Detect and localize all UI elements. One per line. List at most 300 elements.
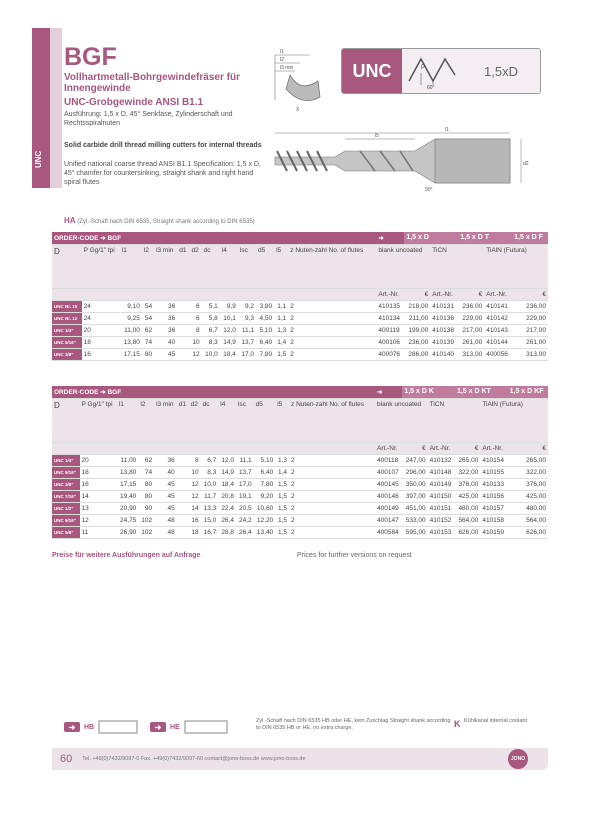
cell-lsc: 9,2 (238, 300, 256, 312)
article-number: 400076 (376, 348, 404, 360)
cell-l1: 26,90 (117, 526, 139, 538)
article-number: 400106 (376, 336, 404, 348)
page-number: 60 (60, 753, 73, 765)
cell-l3: 36 (154, 324, 177, 336)
arrow-right-icon: ➜ (375, 386, 402, 398)
art-nr-header: Art.-Nr. (484, 288, 512, 300)
group-header: 1,5 x D F (512, 232, 548, 244)
article-number: 410153 (428, 526, 455, 538)
col-header: l5 (274, 244, 288, 288)
cell-l1: 20,90 (117, 502, 139, 514)
cell-d5: 6,40 (256, 336, 274, 348)
cell-z: 2 (289, 502, 371, 514)
cell-d1 (177, 526, 189, 538)
cell-d2: 6 (189, 312, 201, 324)
price: 564,00 (508, 514, 548, 526)
price: 199,00 (404, 324, 430, 336)
shank-he-icon (184, 720, 228, 734)
article-number: 410142 (484, 312, 512, 324)
row-label: UNC 1/4" (52, 324, 82, 336)
price: 236,00 (512, 300, 548, 312)
price: 265,00 (508, 454, 548, 466)
row-label: UNC 7/16" (52, 490, 80, 502)
cell-d2: 12 (189, 348, 201, 360)
col-header: l4 (218, 398, 236, 442)
price: 247,00 (402, 454, 427, 466)
article-number: 410151 (428, 502, 455, 514)
cell-d5: 4,50 (256, 312, 274, 324)
tool-drawing (265, 125, 555, 205)
cell-l2: 62 (142, 324, 154, 336)
arrow-right-icon: ➜ (150, 722, 166, 732)
col-header: lsc (238, 244, 256, 288)
article-number: 410135 (376, 300, 404, 312)
cell-d5: 7,80 (254, 478, 276, 490)
row-label: UNC 5/8" (52, 526, 80, 538)
cell-d5: 5,10 (254, 454, 276, 466)
arrow-right-icon: ➜ (64, 722, 80, 732)
cell-l4: 10,1 (220, 312, 238, 324)
cell-p: 20 (82, 324, 120, 336)
cell-dc: 8,3 (202, 336, 220, 348)
table-row (52, 324, 548, 336)
row-label: UNC 1/4" (52, 454, 80, 466)
cell-lsc: 24,2 (236, 514, 254, 526)
col-header: D (52, 398, 80, 442)
col-header: l3 min (154, 398, 177, 442)
article-number: 410154 (480, 454, 507, 466)
shank-note: Zyl.-Schaft nach DIN 6535 HB oder HE, kein Zuschlag Straight shank according to DIN 6535 HB or HE, no extra charge. (256, 718, 451, 731)
cell-l3: 45 (154, 478, 177, 490)
cell-l4: 18,4 (220, 348, 238, 360)
cell-l3: 45 (154, 490, 177, 502)
group-header: 1,5 x D K (402, 386, 455, 398)
row-label: UNC Nr. 10 (52, 300, 82, 312)
table-row (52, 336, 548, 348)
cell-d5: 10,60 (254, 502, 276, 514)
cell-d5: 5,10 (256, 324, 274, 336)
cell-l5: 1,1 (274, 300, 288, 312)
cell-l5: 1,4 (274, 336, 288, 348)
cell-l5: 1,3 (274, 324, 288, 336)
thread-angle-label: 60° (427, 85, 435, 91)
diag-l2-label: l2 (280, 57, 284, 63)
subhead-spacer (52, 288, 376, 300)
subtitle-de-thread: UNC-Grobgewinde ANSI B1.1 (64, 97, 204, 108)
col-header: d1 (177, 244, 189, 288)
cell-z: 2 (289, 454, 371, 466)
article-number: 410134 (376, 312, 404, 324)
currency-header: € (455, 442, 480, 454)
cell-l3: 40 (154, 336, 177, 348)
cell-d1 (177, 348, 189, 360)
svg-text:P: P (421, 65, 426, 71)
price: 229,00 (458, 312, 484, 324)
cell-l5: 1,5 (275, 526, 289, 538)
cell-p: 16 (80, 478, 117, 490)
coolant-note (454, 718, 544, 729)
price: 265,00 (455, 454, 480, 466)
shank-hb (64, 720, 138, 734)
price: 296,00 (402, 466, 427, 478)
coating-header: TiAlN (Futura) (484, 244, 548, 288)
price: 425,00 (508, 490, 548, 502)
group-header: 1,5 x D KT (455, 386, 508, 398)
arrow-right-icon: ➜ (376, 232, 404, 244)
cell-z: 2 (289, 478, 371, 490)
article-number: 410152 (428, 514, 455, 526)
cell-d5: 13,40 (254, 526, 276, 538)
cell-l4: 14,9 (218, 466, 236, 478)
diag-l3-label: l3 min (280, 65, 294, 71)
thread-type-label: UNC (342, 49, 402, 93)
col-header: l5 (275, 398, 289, 442)
price: 313,00 (458, 348, 484, 360)
col-header: l3 min (154, 244, 177, 288)
cell-l2: 74 (142, 336, 154, 348)
cell-l1: 19,40 (117, 490, 139, 502)
title-en: Solid carbide drill thread milling cutters for internal threads (64, 142, 262, 149)
cell-l2: 102 (138, 526, 154, 538)
cell-l3: 45 (154, 348, 177, 360)
cell-d1 (177, 454, 189, 466)
price: 217,00 (512, 324, 548, 336)
standard-line (64, 216, 255, 225)
cell-z: 2 (289, 466, 371, 478)
cell-l3: 45 (154, 502, 177, 514)
cell-l1: 13,80 (120, 336, 142, 348)
cell-p: 11 (80, 526, 117, 538)
price: 322,00 (455, 466, 480, 478)
price: 451,00 (402, 502, 427, 514)
cell-l2: 74 (138, 466, 154, 478)
cell-l4: 28,8 (218, 526, 236, 538)
cell-lsc: 9,3 (238, 312, 256, 324)
price: 261,00 (458, 336, 484, 348)
cell-l4: 14,9 (220, 336, 238, 348)
article-number: 410158 (480, 514, 507, 526)
cell-d2: 12 (189, 490, 201, 502)
coating-header: TiAlN (Futura) (480, 398, 548, 442)
cell-d2: 16 (189, 514, 201, 526)
price: 480,00 (455, 502, 480, 514)
cell-l5: 1,5 (275, 478, 289, 490)
currency-header: € (402, 442, 427, 454)
col-header: d2 (189, 244, 201, 288)
cell-l3: 48 (154, 514, 177, 526)
cell-lsc: 17,0 (238, 348, 256, 360)
article-number: 410141 (484, 300, 512, 312)
article-number: 400056 (484, 348, 512, 360)
thread-profile-diagram (270, 45, 330, 120)
side-tab (32, 28, 50, 188)
cell-d2: 6 (189, 300, 201, 312)
side-tab-label: UNC (34, 150, 43, 168)
coating-header: blank uncoated (375, 398, 428, 442)
cell-d1 (177, 490, 189, 502)
group-header: 1,5 x D KF (508, 386, 548, 398)
col-header: lsc (236, 398, 254, 442)
cell-lsc: 11,1 (238, 324, 256, 336)
article-number: 400584 (375, 526, 402, 538)
cell-l3: 36 (154, 300, 177, 312)
diag-x-label: X (296, 107, 300, 113)
article-number: 410136 (430, 312, 458, 324)
cell-p: 12 (80, 514, 117, 526)
cell-lsc: 19,1 (236, 490, 254, 502)
cell-l4: 20,8 (218, 490, 236, 502)
cell-l5: 1,5 (275, 514, 289, 526)
article-number: 410139 (430, 336, 458, 348)
product-table-1 (52, 232, 548, 361)
table-row (52, 454, 548, 466)
cell-p: 18 (80, 466, 117, 478)
cell-l1: 11,00 (117, 454, 139, 466)
subtitle-de: Vollhartmetall-Bohrgewindefräser für Innengewinde (64, 72, 240, 94)
cell-lsc: 26,4 (236, 526, 254, 538)
cell-d2: 12 (189, 478, 201, 490)
cell-z: 2 (288, 336, 372, 348)
col-header: d5 (256, 244, 274, 288)
cell-l3: 36 (154, 454, 177, 466)
table-row (52, 466, 548, 478)
table-row (52, 526, 548, 538)
cell-d5: 3,80 (256, 300, 274, 312)
cell-z: 2 (288, 348, 372, 360)
table-row (52, 312, 548, 324)
thread-type-box (341, 48, 541, 94)
cell-lsc: 13,7 (238, 336, 256, 348)
cell-d1 (177, 514, 189, 526)
cell-l5: 1,1 (274, 312, 288, 324)
currency-header: € (512, 288, 548, 300)
article-number: 410155 (480, 466, 507, 478)
coating-header: TiCN (428, 398, 481, 442)
thread-profile-icon (402, 49, 462, 93)
col-header: z Nuten-zahl No. of flutes (288, 244, 372, 288)
row-label: UNC 3/8" (52, 348, 82, 360)
cell-z: 2 (288, 300, 372, 312)
col-header: dc (202, 244, 220, 288)
article-number: 400107 (375, 466, 402, 478)
company-logo: JONO (508, 749, 528, 769)
art-nr-header: Art.-Nr. (480, 442, 507, 454)
cell-z: 2 (288, 324, 372, 336)
cell-p: 13 (80, 502, 117, 514)
table-row (52, 478, 548, 490)
price: 313,00 (512, 348, 548, 360)
col-header: D (52, 244, 82, 288)
subhead-spacer (52, 442, 375, 454)
col-header: dc (201, 398, 219, 442)
table-row (52, 490, 548, 502)
cell-l1: 17,15 (120, 348, 142, 360)
cell-dc: 13,3 (201, 502, 219, 514)
row-label: UNC 9/16" (52, 514, 80, 526)
cell-d1 (177, 466, 189, 478)
price: 236,00 (404, 336, 430, 348)
footer-note-de: Preise für weitere Ausführungen auf Anfrage (52, 552, 201, 559)
cell-dc: 8,3 (201, 466, 219, 478)
cell-d2: 14 (189, 502, 201, 514)
coolant-k: K (454, 719, 461, 729)
cell-l2: 80 (142, 348, 154, 360)
cell-dc: 10,0 (201, 478, 219, 490)
cell-l3: 40 (154, 466, 177, 478)
cell-d5: 12,20 (254, 514, 276, 526)
cell-dc: 15,0 (201, 514, 219, 526)
price: 217,00 (458, 324, 484, 336)
currency-header: € (458, 288, 484, 300)
col-header: P Gg/1" tpi (82, 244, 120, 288)
col-header: z Nuten-zahl No. of flutes (289, 398, 371, 442)
group-header: 1,5 x D (404, 232, 458, 244)
cell-z: 2 (289, 526, 371, 538)
col-header: l2 (138, 398, 154, 442)
table-row (52, 502, 548, 514)
cell-z: 2 (289, 514, 371, 526)
tool-l1-label: l1 (445, 127, 449, 133)
article-number: 400146 (375, 490, 402, 502)
price: 286,00 (404, 348, 430, 360)
article-number: 400147 (375, 514, 402, 526)
shank-hb-icon (98, 720, 138, 734)
cell-d2: 18 (189, 526, 201, 538)
article-number: 410157 (480, 502, 507, 514)
shank-he (150, 720, 228, 734)
cell-d2: 10 (189, 336, 201, 348)
row-label: UNC 5/16" (52, 466, 80, 478)
article-number: 410138 (430, 324, 458, 336)
cell-l1: 11,00 (120, 324, 142, 336)
price: 350,00 (402, 478, 427, 490)
cell-d2: 8 (189, 454, 201, 466)
currency-header: € (508, 442, 548, 454)
article-number: 410133 (480, 478, 507, 490)
cell-lsc: 13,7 (236, 466, 254, 478)
price: 322,00 (508, 466, 548, 478)
price: 236,00 (458, 300, 484, 312)
cell-l4: 9,9 (220, 300, 238, 312)
tool-angle-label: 90° (425, 187, 433, 193)
cell-dc: 16,7 (201, 526, 219, 538)
cell-d1 (177, 502, 189, 514)
price: 626,00 (508, 526, 548, 538)
col-header: d5 (254, 398, 276, 442)
page-title: BGF (64, 43, 117, 71)
cell-z: 2 (289, 490, 371, 502)
price: 218,00 (404, 300, 430, 312)
art-nr-header: Art.-Nr. (428, 442, 455, 454)
article-number: 410144 (484, 336, 512, 348)
price: 211,00 (404, 312, 430, 324)
cell-lsc: 11,1 (236, 454, 254, 466)
cell-l3: 36 (154, 312, 177, 324)
cell-dc: 6,7 (202, 324, 220, 336)
price: 376,00 (455, 478, 480, 490)
row-label: UNC Nr. 12 (52, 312, 82, 324)
article-number: 410143 (484, 324, 512, 336)
cell-l2: 62 (138, 454, 154, 466)
cell-l2: 102 (138, 514, 154, 526)
cell-lsc: 17,0 (236, 478, 254, 490)
cell-d1 (177, 478, 189, 490)
article-number: 410131 (430, 300, 458, 312)
cell-d2: 8 (189, 324, 201, 336)
order-code-bar: ORDER-CODE ➜ BGF (52, 232, 376, 244)
cell-l4: 18,4 (218, 478, 236, 490)
col-header: d1 (177, 398, 189, 442)
currency-header: € (404, 288, 430, 300)
price: 229,00 (512, 312, 548, 324)
cell-l2: 80 (138, 490, 154, 502)
article-number: 410159 (480, 526, 507, 538)
product-table-2 (52, 386, 548, 539)
tool-d2-label: d2 (523, 161, 529, 167)
price: 376,00 (508, 478, 548, 490)
std-prefix: HA (64, 216, 76, 225)
coolant-text: Kühlkanal internal coolant (464, 718, 527, 724)
article-number: 400118 (375, 454, 402, 466)
cell-p: 18 (82, 336, 120, 348)
cell-l4: 12,0 (220, 324, 238, 336)
cell-p: 24 (82, 312, 120, 324)
cell-l3: 48 (154, 526, 177, 538)
price: 397,00 (402, 490, 427, 502)
row-label: UNC 5/16" (52, 336, 82, 348)
cell-l2: 54 (142, 312, 154, 324)
cell-l2: 80 (138, 478, 154, 490)
article-number: 410148 (428, 466, 455, 478)
col-header: d2 (189, 398, 201, 442)
col-header: l1 (120, 244, 142, 288)
contact-info: Tel. +49(0)7432/9097-0 Fax. +49(0)7432/9097-60 contact@jono-boss.de www.jono-boss.de (82, 756, 306, 762)
cell-l5: 1,5 (275, 490, 289, 502)
header-band (50, 28, 62, 188)
row-label: UNC 3/8" (52, 478, 80, 490)
cell-l1: 9,25 (120, 312, 142, 324)
col-header: l2 (142, 244, 154, 288)
cell-l4: 26,4 (218, 514, 236, 526)
art-nr-header: Art.-Nr. (430, 288, 458, 300)
table-row (52, 348, 548, 360)
col-header: l1 (117, 398, 139, 442)
article-number: 400149 (375, 502, 402, 514)
cell-z: 2 (288, 312, 372, 324)
table-row (52, 300, 548, 312)
std-text: (Zyl.-Schaft nach DIN 6535, Straight shank according to DIN 6535) (77, 219, 255, 225)
cell-d1 (177, 336, 189, 348)
price: 480,00 (508, 502, 548, 514)
col-header: P Gg/1" tpi (80, 398, 117, 442)
spec-de: Ausführung: 1,5 x D, 45° Senkfase, Zylinderschaft und Rechtsspiralnuten (64, 111, 233, 127)
cell-l2: 54 (142, 300, 154, 312)
cell-d1 (177, 300, 189, 312)
cell-d5: 7,80 (256, 348, 274, 360)
price: 595,00 (402, 526, 427, 538)
length-ratio: 1,5xD (484, 63, 518, 79)
article-number: 410149 (428, 478, 455, 490)
diag-l1-label: l1 (280, 49, 284, 55)
cell-l5: 1,4 (275, 466, 289, 478)
cell-dc: 11,7 (201, 490, 219, 502)
cell-p: 16 (82, 348, 120, 360)
cell-dc: 5,8 (202, 312, 220, 324)
art-nr-header: Art.-Nr. (375, 442, 402, 454)
art-nr-header: Art.-Nr. (376, 288, 404, 300)
cell-l2: 90 (138, 502, 154, 514)
price: 626,00 (455, 526, 480, 538)
